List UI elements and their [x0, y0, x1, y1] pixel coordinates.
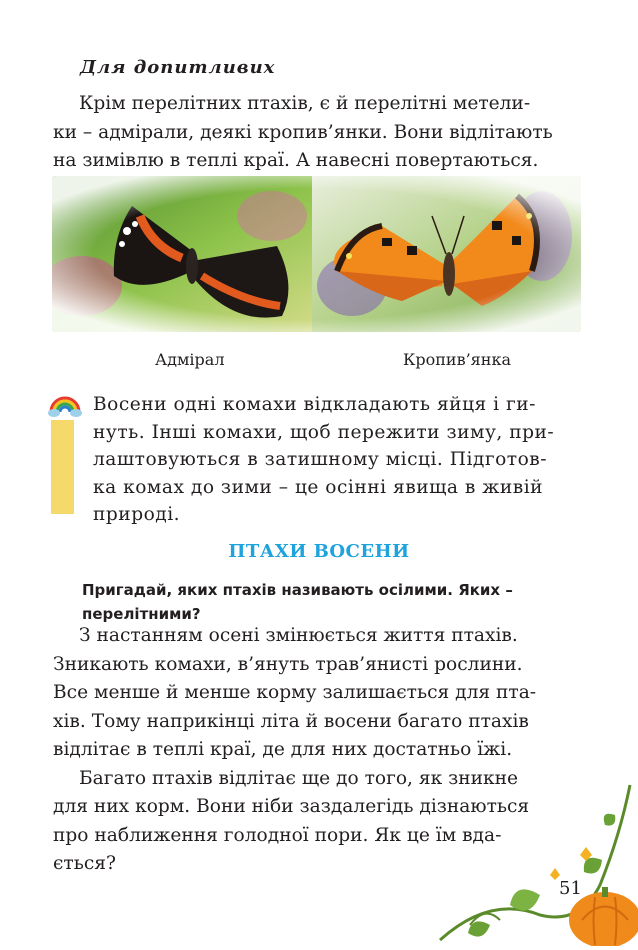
body-line: хів. Тому наприкінці літа й восени багато птахів: [53, 710, 529, 732]
body-line: З настанням осені змінюється життя птахів.: [79, 625, 518, 646]
intro-line: ки – адмірали, деякі кропив’янки. Вони відлітають: [53, 121, 553, 143]
question-line: перелітними?: [82, 605, 201, 623]
intro-paragraph: [53, 90, 583, 176]
page-number: 51: [559, 878, 582, 899]
body-line: для них корм. Вони ніби заздалегідь дізнаються: [53, 796, 530, 817]
body-line: Багато птахів відлітає ще до того, як зникне: [79, 767, 519, 789]
section-title: ПТАХИ ВОСЕНИ: [228, 541, 410, 562]
summary-line: природі.: [93, 504, 181, 525]
summary-line: нуть. Інші комахи, щоб пережити зиму, при-: [93, 421, 555, 443]
question-text: [82, 578, 572, 626]
body-line: Все менше й менше корму залишається для пта-: [53, 682, 537, 703]
intro-line: Крім перелітних птахів, є й перелітні метели-: [79, 93, 531, 114]
body-line: відлітає в теплі краї, де для них достатньо їжі.: [53, 739, 513, 760]
summary-line: ка комах до зими – це осінні явища в живій: [93, 476, 544, 498]
summary-line: лаштовуються в затишному місці. Підготов-: [93, 449, 548, 470]
caption-tortoiseshell: Кропив’янка: [403, 350, 511, 369]
intro-line: на зимівлю в теплі краї. А навесні повертаються.: [53, 150, 539, 171]
butterflies-photo: [52, 176, 581, 332]
body-line: ється?: [53, 853, 116, 874]
sidebar-heading: Для допитливих: [80, 57, 276, 78]
pumpkin-vine-decoration: [430, 775, 638, 946]
caption-admiral: Адмірал: [155, 350, 225, 369]
body-line: Зникають комахи, в’януть трав’янисті рослини.: [53, 653, 523, 675]
rainbow-icon: [48, 388, 82, 418]
summary-marker-bar: [51, 420, 74, 514]
summary-paragraph: [93, 391, 583, 529]
body-line: про наближення голодної пори. Як це їм вда-: [53, 824, 502, 846]
summary-line: Восени одні комахи відкладають яйця і ги-: [93, 394, 536, 415]
question-line: Пригадай, яких птахів називають осілими. Яких –: [82, 581, 513, 599]
